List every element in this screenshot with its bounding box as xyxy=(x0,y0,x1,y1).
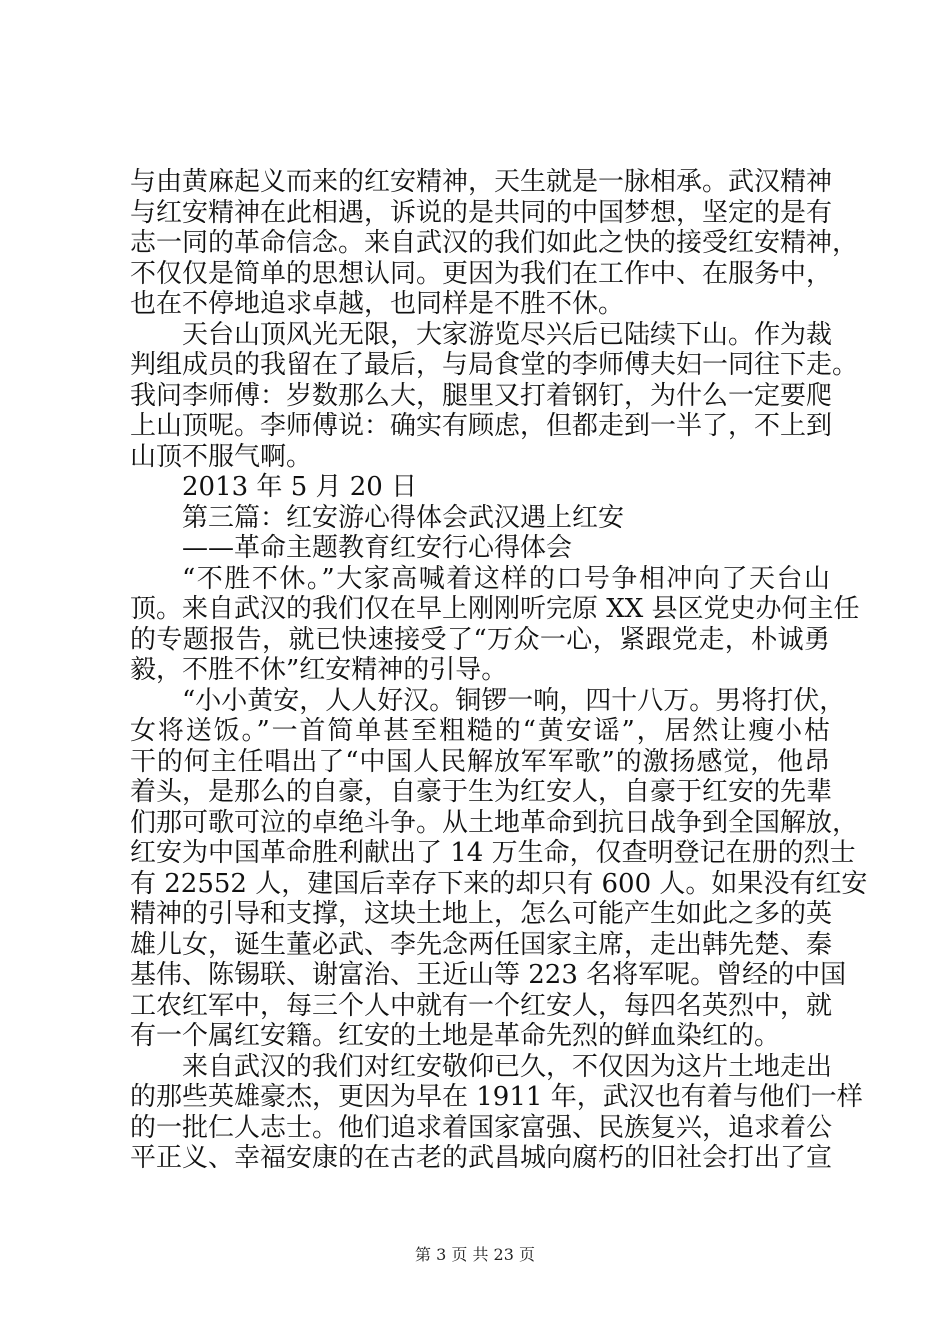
text-line: 的专题报告，就已快速接受了“万众一心，紧跟党走，朴诚勇 xyxy=(130,624,830,655)
paragraph-start: “小小黄安，人人好汉。铜锣一响，四十八万。男将打伏， xyxy=(182,685,846,716)
text-line: 志一同的革命信念。来自武汉的我们如此之快的接受红安精神， xyxy=(130,228,859,258)
paragraph-start: 来自武汉的我们对红安敬仰已久，不仅因为这片土地走出 xyxy=(182,1051,833,1082)
text-line: 雄儿女，诞生董必武、李先念两任国家主席，走出韩先楚、秦 xyxy=(130,929,833,960)
paragraph-start: “不胜不休。”大家高喊着这样的口号争相冲向了天台山 xyxy=(182,563,830,594)
text-line: 有一个属红安籍。红安的土地是革命先烈的鲜血染红的。 xyxy=(130,1021,781,1051)
text-line: 判组成员的我留在了最后，与局食堂的李师傅夫妇一同往下走。 xyxy=(130,350,859,380)
text-line: 基伟、陈锡联、谢富治、王近山等 223 名将军呢。曾经的中国 xyxy=(130,960,847,990)
text-line: 女将送饭。”一首简单甚至粗糙的“黄安谣”，居然让瘦小枯 xyxy=(130,716,830,746)
text-line: 平正义、幸福安康的在古老的武昌城向腐朽的旧社会打出了宣 xyxy=(130,1143,833,1173)
text-line: 红安为中国革命胜利献出了 14 万生命，仅查明登记在册的烈士 xyxy=(130,838,856,868)
text-line: 有 22552 人，建国后幸存下来的却只有 600 人。如果没有红安 xyxy=(130,868,868,899)
text-line: 我问李师傅：岁数那么大，腿里又打着钢钉，为什么一定要爬 xyxy=(130,380,833,411)
paragraph-start: 天台山顶风光无限，大家游览尽兴后已陆续下山。作为裁 xyxy=(182,319,833,350)
text-line: 工农红军中，每三个人中就有一个红安人，每四名英烈中，就 xyxy=(130,990,833,1021)
text-line: 的一批仁人志士。他们追求着国家富强、民族复兴，追求着公 xyxy=(130,1112,833,1143)
text-line: 的那些英雄豪杰，更因为早在 1911 年，武汉也有着与他们一样 xyxy=(130,1082,863,1112)
text-line: 们那可歌可泣的卓绝斗争。从土地革命到抗日战争到全国解放， xyxy=(130,807,859,838)
text-line: 着头，是那么的自豪，自豪于生为红安人，自豪于红安的先辈 xyxy=(130,777,833,807)
text-line: 干的何主任唱出了“中国人民解放军军歌”的激扬感觉，他昂 xyxy=(130,746,830,777)
page-footer xyxy=(0,1245,950,1265)
text-line: 不仅仅是简单的思想认同。更因为我们在工作中、在服务中， xyxy=(130,258,833,289)
text-line: 山顶不服气啊。 xyxy=(130,441,313,472)
text-line: 精神的引导和支撑，这块土地上，怎么可能产生如此之多的英 xyxy=(130,899,833,929)
section-subtitle: ——革命主题教育红安行心得体会 xyxy=(182,533,573,563)
text-line: 与由黄麻起义而来的红安精神，天生就是一脉相承。武汉精神 xyxy=(130,167,833,197)
text-line: 毅，不胜不休”红安精神的引导。 xyxy=(130,655,508,685)
text-line: 与红安精神在此相遇，诉说的是共同的中国梦想，坚定的是有 xyxy=(130,197,833,228)
text-line: 也在不停地追求卓越，也同样是不胜不休。 xyxy=(130,289,625,319)
page-number: 第 3 页 共 23 页 xyxy=(415,1245,535,1264)
text-line: 上山顶呢。李师傅说：确实有顾虑，但都走到一半了，不上到 xyxy=(130,411,833,441)
text-line: 顶。来自武汉的我们仅在早上刚刚听完原 XX 县区党史办何主任 xyxy=(130,594,860,624)
date-line: 2013 年 5 月 20 日 xyxy=(182,472,418,502)
document-body xyxy=(130,167,868,1174)
section-title: 第三篇：红安游心得体会武汉遇上红安 xyxy=(182,502,625,533)
